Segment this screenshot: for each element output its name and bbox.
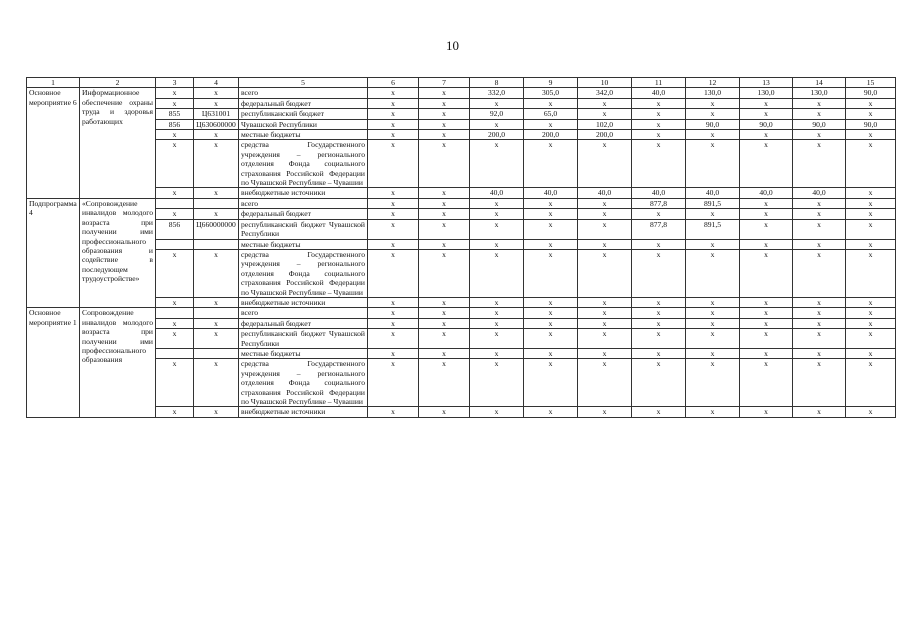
value-cell: x [793, 98, 846, 108]
value-cell: x [419, 219, 470, 239]
value-cell: x [368, 359, 419, 407]
value-cell: x [368, 297, 419, 307]
funding-source: средства Государственного учреждения – регионального отделения Фонда социального страхования Российской Федерации по Чувашской Республике – Чувашии [239, 249, 368, 297]
value-cell: 40,0 [578, 188, 632, 198]
column-number: 2 [80, 78, 156, 88]
value-cell: x [846, 249, 896, 297]
value-cell: 891,5 [686, 198, 740, 208]
value-cell: 130,0 [686, 88, 740, 98]
value-cell: x [846, 318, 896, 328]
value-cell: x [524, 198, 578, 208]
value-cell: x [846, 239, 896, 249]
value-cell: x [368, 329, 419, 349]
value-cell: x [740, 130, 793, 140]
value-cell: x [686, 329, 740, 349]
grbs-code: 855 [156, 109, 194, 119]
value-cell: x [632, 348, 686, 358]
value-cell: x [578, 318, 632, 328]
value-cell: x [419, 348, 470, 358]
value-cell: 305,0 [524, 88, 578, 98]
value-cell: x [419, 318, 470, 328]
value-cell: x [632, 308, 686, 318]
value-cell: 40,0 [524, 188, 578, 198]
value-cell: x [846, 209, 896, 219]
column-number: 6 [368, 78, 419, 88]
grbs-code: x [156, 98, 194, 108]
value-cell: x [793, 219, 846, 239]
value-cell: x [740, 140, 793, 188]
value-cell: x [793, 239, 846, 249]
value-cell: x [686, 209, 740, 219]
table-row [27, 318, 896, 328]
value-cell: x [419, 329, 470, 349]
value-cell: 342,0 [578, 88, 632, 98]
value-cell: 40,0 [470, 188, 524, 198]
value-cell: x [740, 308, 793, 318]
table-row [27, 109, 896, 119]
target-article-code: x [194, 188, 239, 198]
table-row [27, 219, 896, 239]
value-cell: 332,0 [470, 88, 524, 98]
value-cell: x [470, 329, 524, 349]
value-cell: x [368, 109, 419, 119]
value-cell: x [846, 130, 896, 140]
value-cell: x [793, 249, 846, 297]
value-cell: x [578, 98, 632, 108]
value-cell: x [632, 130, 686, 140]
grbs-code [156, 348, 194, 358]
value-cell: x [470, 249, 524, 297]
value-cell: x [632, 209, 686, 219]
value-cell: x [846, 109, 896, 119]
funding-source: местные бюджеты [239, 348, 368, 358]
value-cell: x [419, 249, 470, 297]
value-cell: x [368, 249, 419, 297]
value-cell: 200,0 [578, 130, 632, 140]
target-article-code [194, 239, 239, 249]
value-cell: x [793, 329, 846, 349]
column-number: 3 [156, 78, 194, 88]
table-row [27, 88, 896, 98]
table-row [27, 329, 896, 349]
target-article-code: Ц660000000 [194, 219, 239, 239]
value-cell: x [368, 239, 419, 249]
header-row [27, 78, 896, 88]
value-cell: x [524, 209, 578, 219]
value-cell: x [740, 407, 793, 417]
value-cell: x [524, 308, 578, 318]
value-cell: x [524, 219, 578, 239]
value-cell: x [793, 109, 846, 119]
value-cell: x [524, 239, 578, 249]
value-cell: x [740, 359, 793, 407]
value-cell: x [470, 209, 524, 219]
value-cell: x [524, 407, 578, 417]
value-cell: x [368, 308, 419, 318]
value-cell: x [578, 348, 632, 358]
value-cell: 40,0 [632, 88, 686, 98]
value-cell: x [578, 140, 632, 188]
table-row [27, 308, 896, 318]
table-row [27, 249, 896, 297]
value-cell: x [632, 407, 686, 417]
value-cell: 90,0 [793, 119, 846, 129]
value-cell: x [470, 407, 524, 417]
target-article-code: x [194, 130, 239, 140]
value-cell: x [632, 249, 686, 297]
column-number: 1 [27, 78, 80, 88]
value-cell: x [632, 359, 686, 407]
value-cell: x [419, 140, 470, 188]
value-cell: x [368, 140, 419, 188]
value-cell: x [419, 98, 470, 108]
value-cell: x [578, 297, 632, 307]
table-row [27, 140, 896, 188]
target-article-code: Ц630600000 [194, 119, 239, 129]
grbs-code: x [156, 88, 194, 98]
target-article-code [194, 198, 239, 208]
grbs-code: x [156, 188, 194, 198]
value-cell: x [686, 239, 740, 249]
value-cell: x [686, 318, 740, 328]
value-cell: x [740, 219, 793, 239]
budget-table [26, 77, 896, 418]
value-cell: x [793, 130, 846, 140]
program-name: Сопровождение инвалидов молодого возраста при получении ими профессионального образования [80, 308, 156, 417]
column-number: 7 [419, 78, 470, 88]
table-row [27, 209, 896, 219]
value-cell: 90,0 [740, 119, 793, 129]
value-cell: x [368, 88, 419, 98]
value-cell: x [632, 109, 686, 119]
table-row [27, 119, 896, 129]
value-cell: x [740, 329, 793, 349]
value-cell: x [632, 297, 686, 307]
value-cell: x [686, 249, 740, 297]
value-cell: x [419, 407, 470, 417]
value-cell: 891,5 [686, 219, 740, 239]
value-cell: x [578, 329, 632, 349]
table-row [27, 348, 896, 358]
value-cell: x [686, 308, 740, 318]
value-cell: x [368, 407, 419, 417]
value-cell: 130,0 [793, 88, 846, 98]
funding-source: республиканский бюджет [239, 109, 368, 119]
value-cell: x [578, 359, 632, 407]
grbs-code: x [156, 209, 194, 219]
value-cell: x [686, 297, 740, 307]
program-status: Подпрограмма 4 [27, 198, 80, 307]
value-cell: x [686, 109, 740, 119]
value-cell: x [524, 297, 578, 307]
column-number: 15 [846, 78, 896, 88]
value-cell: x [632, 239, 686, 249]
value-cell: 877,8 [632, 219, 686, 239]
value-cell: x [578, 239, 632, 249]
value-cell: x [470, 297, 524, 307]
funding-source: федеральный бюджет [239, 318, 368, 328]
grbs-code [156, 308, 194, 318]
grbs-code: x [156, 130, 194, 140]
program-name: «Сопровождение инвалидов молодого возраста при получении ими профессионального образования и содействие в последующем трудоустройстве» [80, 198, 156, 307]
column-number: 12 [686, 78, 740, 88]
target-article-code: Ц631001 [194, 109, 239, 119]
target-article-code [194, 348, 239, 358]
target-article-code: x [194, 88, 239, 98]
value-cell: x [470, 198, 524, 208]
target-article-code: x [194, 297, 239, 307]
value-cell: x [419, 109, 470, 119]
grbs-code: x [156, 249, 194, 297]
value-cell: x [368, 188, 419, 198]
value-cell: x [793, 209, 846, 219]
value-cell: 40,0 [632, 188, 686, 198]
value-cell: x [368, 219, 419, 239]
funding-source: федеральный бюджет [239, 98, 368, 108]
value-cell: x [524, 98, 578, 108]
value-cell: x [686, 130, 740, 140]
funding-source: внебюджетные источники [239, 188, 368, 198]
program-status: Основное мероприятие 6 [27, 88, 80, 198]
grbs-code: x [156, 297, 194, 307]
value-cell: x [846, 98, 896, 108]
value-cell: x [846, 329, 896, 349]
value-cell: x [419, 88, 470, 98]
column-number: 4 [194, 78, 239, 88]
value-cell: x [846, 198, 896, 208]
column-number: 9 [524, 78, 578, 88]
funding-source: внебюджетные источники [239, 297, 368, 307]
value-cell: 200,0 [524, 130, 578, 140]
value-cell: x [524, 329, 578, 349]
value-cell: x [846, 359, 896, 407]
value-cell: x [686, 140, 740, 188]
value-cell: x [578, 109, 632, 119]
funding-source: всего [239, 88, 368, 98]
value-cell: x [846, 219, 896, 239]
value-cell: x [524, 140, 578, 188]
value-cell: x [470, 359, 524, 407]
target-article-code: x [194, 249, 239, 297]
value-cell: x [578, 407, 632, 417]
target-article-code: x [194, 329, 239, 349]
column-number: 5 [239, 78, 368, 88]
value-cell: x [578, 219, 632, 239]
value-cell: x [419, 188, 470, 198]
value-cell: x [846, 188, 896, 198]
target-article-code: x [194, 140, 239, 188]
value-cell: x [686, 407, 740, 417]
value-cell: x [632, 329, 686, 349]
value-cell: x [740, 98, 793, 108]
grbs-code: x [156, 140, 194, 188]
value-cell: x [368, 348, 419, 358]
value-cell: x [632, 140, 686, 188]
value-cell: x [740, 249, 793, 297]
funding-source: всего [239, 198, 368, 208]
grbs-code: 856 [156, 219, 194, 239]
value-cell: x [578, 209, 632, 219]
value-cell: x [419, 359, 470, 407]
page-number: 10 [446, 38, 459, 53]
value-cell: x [578, 308, 632, 318]
funding-source: средства Государственного учреждения – регионального отделения Фонда социального страхования Российской Федерации по Чувашской Республике – Чувашии [239, 359, 368, 407]
value-cell: x [686, 98, 740, 108]
value-cell: x [524, 318, 578, 328]
value-cell: x [846, 140, 896, 188]
value-cell: x [740, 109, 793, 119]
value-cell: x [419, 239, 470, 249]
target-article-code: x [194, 407, 239, 417]
value-cell: x [846, 348, 896, 358]
value-cell: x [470, 119, 524, 129]
value-cell: x [793, 308, 846, 318]
target-article-code: x [194, 318, 239, 328]
target-article-code [194, 308, 239, 318]
column-number: 14 [793, 78, 846, 88]
value-cell: x [524, 359, 578, 407]
value-cell: x [793, 198, 846, 208]
grbs-code: x [156, 407, 194, 417]
column-number: 8 [470, 78, 524, 88]
value-cell: 200,0 [470, 130, 524, 140]
value-cell: x [470, 348, 524, 358]
table-row [27, 297, 896, 307]
value-cell: x [470, 318, 524, 328]
value-cell: x [419, 297, 470, 307]
table-row [27, 407, 896, 417]
value-cell: 40,0 [740, 188, 793, 198]
value-cell: x [740, 348, 793, 358]
table-row [27, 198, 896, 208]
value-cell: x [578, 249, 632, 297]
value-cell: x [419, 198, 470, 208]
column-number: 10 [578, 78, 632, 88]
value-cell: 90,0 [846, 88, 896, 98]
value-cell: x [793, 318, 846, 328]
funding-source: местные бюджеты [239, 239, 368, 249]
value-cell: x [368, 98, 419, 108]
program-name: Информационное обеспечение охраны труда и здоровья работающих [80, 88, 156, 198]
value-cell: 40,0 [686, 188, 740, 198]
value-cell: 102,0 [578, 119, 632, 129]
table-row [27, 130, 896, 140]
program-status: Основное мероприятие 1 [27, 308, 80, 417]
grbs-code: x [156, 329, 194, 349]
funding-source: местные бюджеты [239, 130, 368, 140]
table-row [27, 359, 896, 407]
value-cell: 877,8 [632, 198, 686, 208]
value-cell: x [686, 359, 740, 407]
funding-source: республиканский бюджет Чувашской Республики [239, 219, 368, 239]
value-cell: x [793, 348, 846, 358]
value-cell: x [368, 119, 419, 129]
value-cell: x [419, 130, 470, 140]
grbs-code: 856 [156, 119, 194, 129]
funding-source: Чувашской Республики [239, 119, 368, 129]
value-cell: x [632, 318, 686, 328]
value-cell: x [846, 308, 896, 318]
value-cell: x [740, 198, 793, 208]
value-cell: x [846, 407, 896, 417]
funding-source: внебюджетные источники [239, 407, 368, 417]
value-cell: x [740, 239, 793, 249]
value-cell: x [578, 198, 632, 208]
value-cell: x [419, 209, 470, 219]
target-article-code: x [194, 209, 239, 219]
value-cell: x [524, 348, 578, 358]
value-cell: 90,0 [846, 119, 896, 129]
funding-source: средства Государственного учреждения – регионального отделения Фонда социального страхования Российской Федерации по Чувашской Республике – Чувашии [239, 140, 368, 188]
target-article-code: x [194, 359, 239, 407]
grbs-code: x [156, 318, 194, 328]
value-cell: x [470, 140, 524, 188]
value-cell: 130,0 [740, 88, 793, 98]
value-cell: x [368, 209, 419, 219]
value-cell: 90,0 [686, 119, 740, 129]
value-cell: x [793, 407, 846, 417]
grbs-code [156, 239, 194, 249]
value-cell: 92,0 [470, 109, 524, 119]
table-row [27, 188, 896, 198]
funding-source: республиканский бюджет Чувашской Республики [239, 329, 368, 349]
value-cell: x [793, 140, 846, 188]
value-cell: x [632, 98, 686, 108]
value-cell: 65,0 [524, 109, 578, 119]
funding-source: федеральный бюджет [239, 209, 368, 219]
value-cell: x [368, 198, 419, 208]
value-cell: x [470, 98, 524, 108]
grbs-code [156, 198, 194, 208]
table-row [27, 239, 896, 249]
value-cell: x [686, 348, 740, 358]
value-cell: x [524, 119, 578, 129]
value-cell: x [740, 297, 793, 307]
value-cell: x [524, 249, 578, 297]
value-cell: x [793, 359, 846, 407]
value-cell: x [846, 297, 896, 307]
value-cell: x [632, 119, 686, 129]
value-cell: x [368, 318, 419, 328]
column-number: 13 [740, 78, 793, 88]
funding-source: всего [239, 308, 368, 318]
value-cell: x [740, 209, 793, 219]
column-number: 11 [632, 78, 686, 88]
value-cell: x [419, 119, 470, 129]
value-cell: 40,0 [793, 188, 846, 198]
table-row [27, 98, 896, 108]
value-cell: x [470, 239, 524, 249]
target-article-code: x [194, 98, 239, 108]
value-cell: x [470, 308, 524, 318]
value-cell: x [470, 219, 524, 239]
value-cell: x [419, 308, 470, 318]
value-cell: x [368, 130, 419, 140]
value-cell: x [740, 318, 793, 328]
grbs-code: x [156, 359, 194, 407]
value-cell: x [793, 297, 846, 307]
